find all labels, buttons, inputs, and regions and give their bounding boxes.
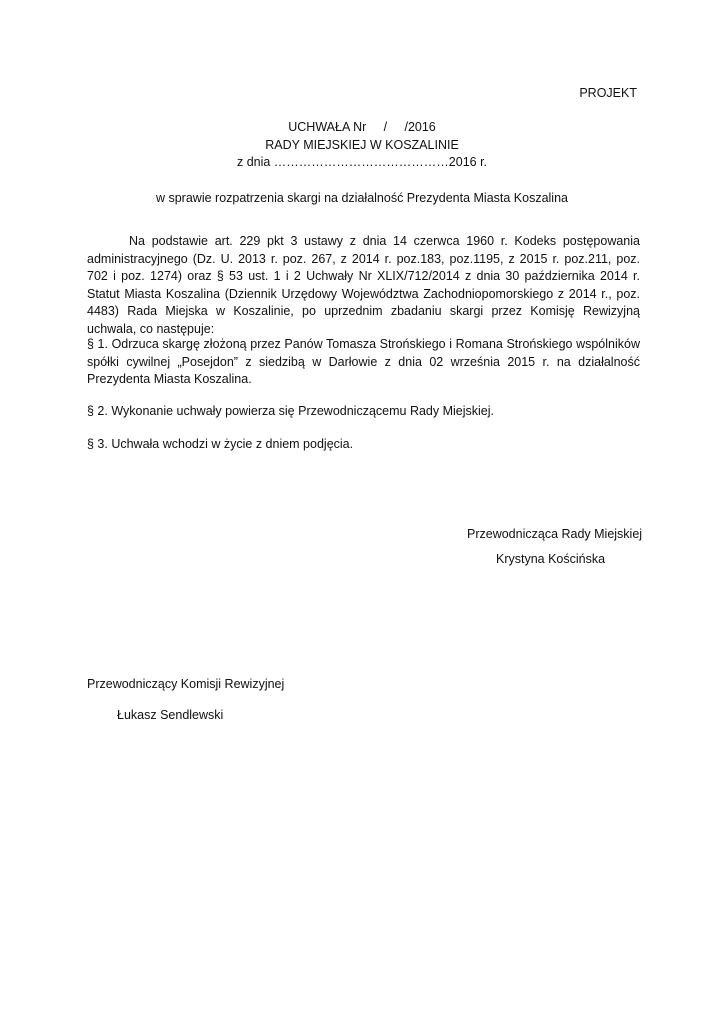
draft-status-label: PROJEKT [579, 86, 637, 100]
section-1-paragraph: § 1. Odrzuca skargę złożoną przez Panów Tomasza Strońskiego i Romana Strońskiego wspólników spółki cywilnej „Posejdon” z siedzibą w Darłowie z dnia 02 września 2015 r. na działalność Prezydenta Miasta Koszalina. [87, 337, 640, 386]
resolution-subject: w sprawie rozpatrzenia skargi na działalność Prezydenta Miasta Koszalina [155, 191, 568, 205]
resolution-date: z dnia ……………………………………2016 r. [236, 155, 488, 169]
resolution-title-block [0, 119, 724, 172]
section-3-paragraph: § 3. Uchwała wchodzi w życie z dniem podjęcia. [87, 437, 354, 451]
council-name: RADY MIEJSKIEJ W KOSZALINIE [265, 137, 459, 152]
legal-basis-paragraph: Na podstawie art. 229 pkt 3 ustawy z dnia 14 czerwca 1960 r. Kodeks postępowania administracyjnego (Dz. U. 2013 r. poz. 267, z 2014 r. poz.183, poz.1195, z 2015 r. poz.211, poz. 702 i poz. 1274) oraz § 53 ust. 1 i 2 Uchwały Nr XLIX/712/2014 z dnia 30 października 2014 r. Statut Miasta Koszalina (Dziennik Urzędowy Województwa Zachodniopomorskiego z 2014 r., poz. 4483) Rada Miejska w Koszalinie, po uprzednim zbadaniu skargi przez Komisję Rewizyjną uchwala, co następuje: [87, 234, 640, 336]
council-chair-title: Przewodnicząca Rady Miejskiej [467, 527, 643, 541]
section-2-paragraph: § 2. Wykonanie uchwały powierza się Przewodniczącemu Rady Miejskiej. [87, 404, 495, 418]
committee-chair-name: Łukasz Sendlewski [117, 708, 224, 722]
committee-chair-title: Przewodniczący Komisji Rewizyjnej [87, 677, 285, 691]
resolution-number: UCHWAŁA Nr / /2016 [288, 120, 436, 134]
council-chair-name: Krystyna Kościńska [496, 552, 606, 566]
